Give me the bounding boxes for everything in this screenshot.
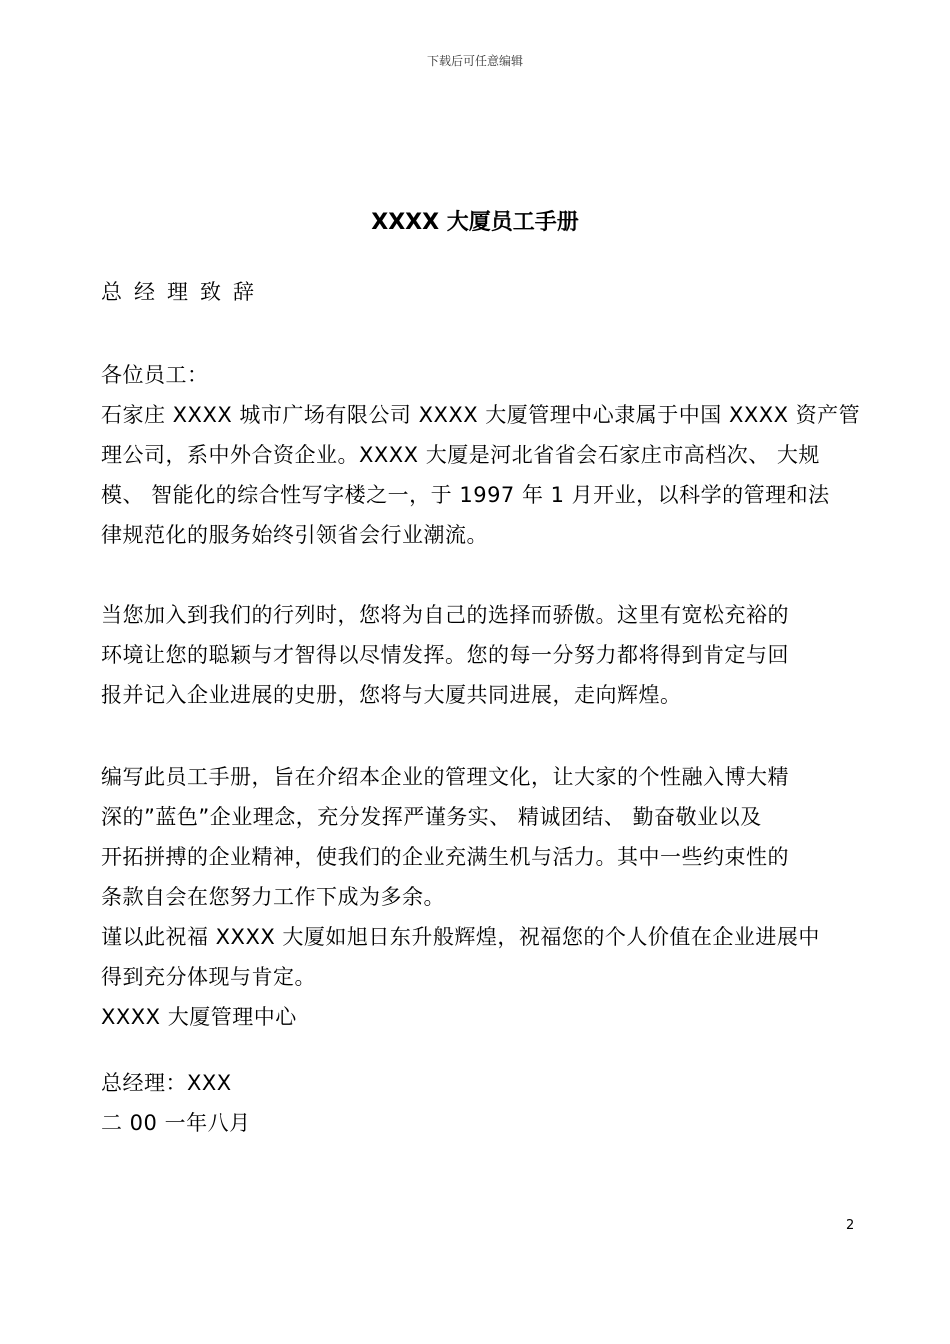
signature-block xyxy=(101,1063,861,1143)
paragraph-line: 理公司，系中外合资企业。XXXX 大厦是河北省省会石家庄市高档次、 大规 xyxy=(101,443,820,467)
signature-date: 二 00 一年八月 xyxy=(101,1111,251,1135)
section-heading: 总经理致辞 xyxy=(101,280,266,304)
paragraph-2 xyxy=(101,595,861,715)
greeting-block xyxy=(101,355,861,555)
paragraph-line: 环境让您的聪颖与才智得以尽情发挥。您的每一分努力都将得到肯定与回 xyxy=(101,643,789,667)
paragraph-line: 当您加入到我们的行列时，您将为自己的选择而骄傲。这里有宽松充裕的 xyxy=(101,603,789,627)
paragraph-3 xyxy=(101,757,861,1037)
paragraph-line: 谨以此祝福 XXXX 大厦如旭日东升般辉煌，祝福您的个人价值在企业进展中 xyxy=(101,925,820,949)
paragraph-line: 深的”蓝色”企业理念，充分发挥严谨务实、 精诚团结、 勤奋敬业以及 xyxy=(101,805,762,829)
paragraph-line: 模、 智能化的综合性写字楼之一，于 1997 年 1 月开业，以科学的管理和法 xyxy=(101,483,830,507)
paragraph-line: 开拓拼搏的企业精神，使我们的企业充满生机与活力。其中一些约束性的 xyxy=(101,845,789,869)
paragraph-line: 律规范化的服务始终引领省会行业潮流。 xyxy=(101,523,488,547)
paragraph-line: 石家庄 XXXX 城市广场有限公司 XXXX 大厦管理中心隶属于中国 XXXX 资产管 xyxy=(101,403,861,427)
organization-name: XXXX 大厦管理中心 xyxy=(101,1005,297,1029)
header-note: 下载后可任意编辑 xyxy=(426,54,523,68)
paragraph-line: 条款自会在您努力工作下成为多余。 xyxy=(101,885,445,909)
manager-signature: 总经理：XXX xyxy=(101,1071,232,1095)
paragraph-line: 得到充分体现与肯定。 xyxy=(101,965,316,989)
page-number: 2 xyxy=(846,1218,855,1233)
document-title: XXXX 大厦员工手册 xyxy=(371,210,579,235)
paragraph-line: 报并记入企业进展的史册，您将与大厦共同进展，走向辉煌。 xyxy=(101,683,682,707)
paragraph-line: 编写此员工手册，旨在介绍本企业的管理文化，让大家的个性融入博大精 xyxy=(101,765,789,789)
greeting: 各位员工： xyxy=(101,363,209,387)
